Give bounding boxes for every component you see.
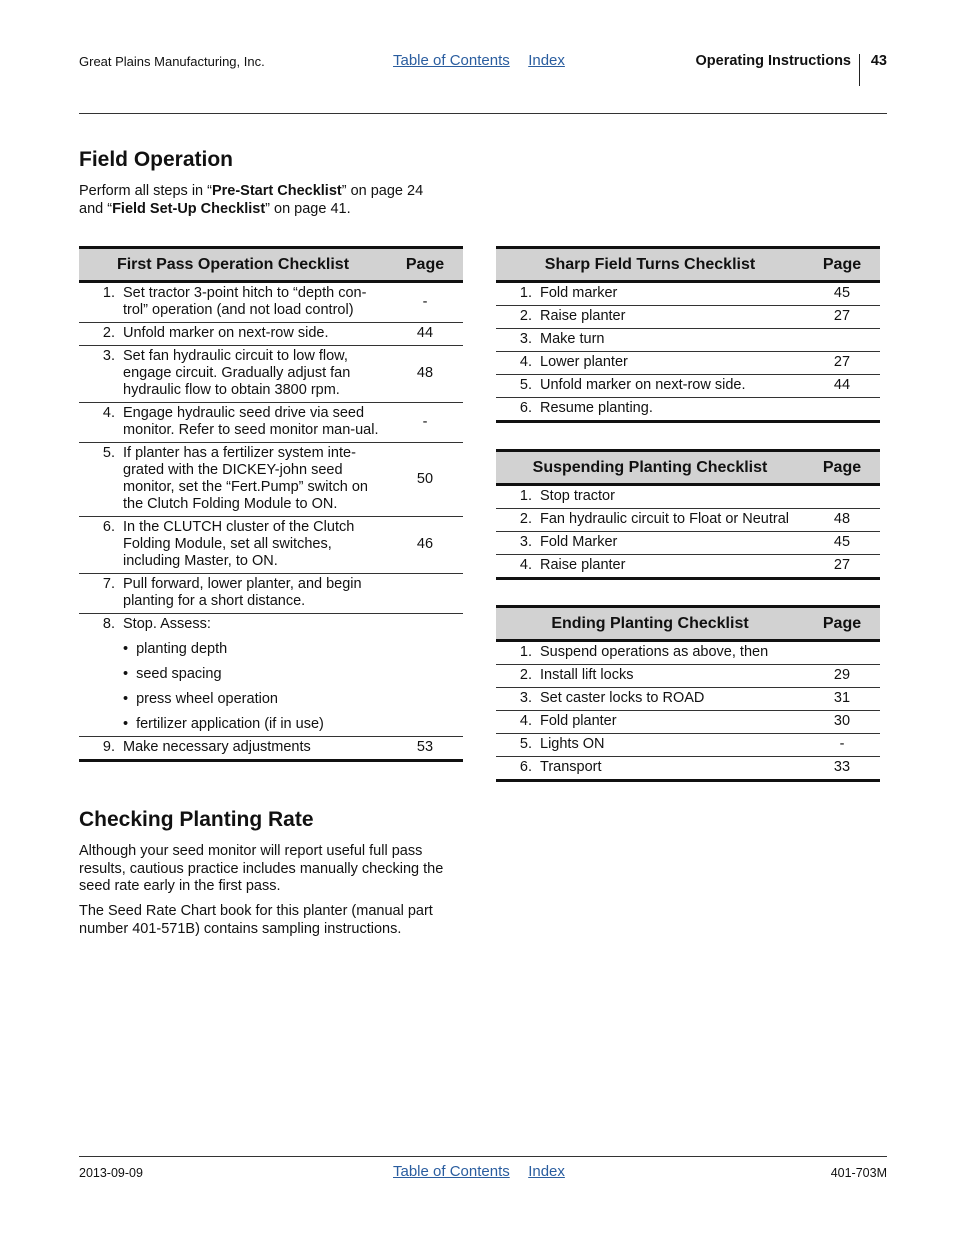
table-row (79, 443, 463, 517)
table-row (496, 375, 880, 398)
field-setup-checklist-ref: Field Set-Up Checklist (112, 200, 266, 217)
step-number: 4. (496, 711, 540, 734)
table-row (79, 323, 463, 346)
table-row (79, 614, 463, 737)
section-name: Operating Instructions (695, 53, 851, 69)
page-reference: 53 (387, 737, 463, 761)
list-item: • press wheel operation (123, 691, 381, 708)
step-number: 6. (79, 517, 123, 574)
table-row (496, 734, 880, 757)
step-text (540, 555, 804, 579)
field-operation-intro (79, 183, 469, 218)
page-reference: 48 (387, 346, 463, 403)
step-text-content: Lower planter (540, 354, 628, 370)
step-text (123, 443, 387, 517)
first-pass-checklist-table (79, 246, 463, 762)
step-text-content: If planter has a fertilizer system inte-grated with the DICKEY-john seed monitor, set the “Fert.Pump” switch on the Clutch Folding Module to ON. (123, 445, 368, 512)
step-text (540, 711, 804, 734)
table-row (496, 711, 880, 734)
step-text-content: Install lift locks (540, 667, 634, 683)
table-row (496, 641, 880, 665)
step-text-content: Stop. Assess: (123, 616, 211, 632)
step-text (540, 306, 804, 329)
table-row (79, 403, 463, 443)
step-text-content: Unfold marker on next-row side. (540, 377, 746, 393)
list-item: • seed spacing (123, 666, 381, 683)
step-number: 3. (79, 346, 123, 403)
company-name: Great Plains Manufacturing, Inc. (79, 54, 265, 69)
page-reference: 30 (804, 711, 880, 734)
table-title: Suspending Planting Checklist (496, 451, 804, 485)
header-toc-link[interactable]: Table of Contents (393, 52, 510, 69)
step-text (540, 532, 804, 555)
step-number: 7. (79, 574, 123, 614)
step-text-content: Make necessary adjustments (123, 739, 311, 755)
page-reference: 44 (387, 323, 463, 346)
header-links (393, 52, 579, 70)
list-item: • fertilizer application (if in use) (123, 716, 381, 733)
step-text (123, 282, 387, 323)
step-number: 1. (79, 282, 123, 323)
table-row (496, 329, 880, 352)
page-reference: - (387, 403, 463, 443)
checking-rate-paragraph-1: Although your seed monitor will report useful full pass results, cautious practice includes manually checking the seed rate early in the first pass. (79, 843, 444, 894)
assessment-list (123, 641, 381, 733)
step-text (540, 688, 804, 711)
table-row (496, 688, 880, 711)
step-number: 2. (496, 509, 540, 532)
list-item: • planting depth (123, 641, 381, 658)
table-row (79, 737, 463, 761)
step-text-content: Make turn (540, 331, 605, 347)
page-column-header: Page (804, 607, 880, 641)
checking-rate-paragraph-2: The Seed Rate Chart book for this planter (manual part number 401-571B) contains sampling instructions. (79, 903, 433, 937)
table-row (496, 555, 880, 579)
table-title: First Pass Operation Checklist (79, 248, 387, 282)
step-text (540, 509, 804, 532)
footer-links (393, 1163, 579, 1181)
step-number: 2. (496, 306, 540, 329)
step-text-content: Fold marker (540, 285, 618, 301)
step-text-content: Pull forward, lower planter, and begin planting for a short distance. (123, 576, 362, 609)
step-text-content: Raise planter (540, 557, 626, 573)
step-text (540, 665, 804, 688)
intro-text: and “ (79, 200, 113, 217)
table-row (79, 574, 463, 614)
revision-date: 2013-09-09 (79, 1166, 143, 1180)
step-text-content: Engage hydraulic seed drive via seed monitor. Refer to seed monitor man-ual. (123, 405, 379, 438)
page-footer (79, 1156, 887, 1197)
page-reference: - (387, 282, 463, 323)
step-number: 5. (496, 734, 540, 757)
step-text (540, 485, 804, 509)
step-number: 4. (496, 352, 540, 375)
step-number: 4. (79, 403, 123, 443)
step-text-content: Fan hydraulic circuit to Float or Neutral (540, 511, 790, 527)
step-number: 6. (496, 757, 540, 781)
page-reference: 45 (804, 282, 880, 306)
step-number: 2. (79, 323, 123, 346)
step-text (540, 282, 804, 306)
table-row (496, 282, 880, 306)
page-reference: 29 (804, 665, 880, 688)
page-column-header: Page (387, 248, 463, 282)
step-text (540, 641, 804, 665)
step-text-content: In the CLUTCH cluster of the Clutch Folding Module, set all switches, including Master, to ON. (123, 519, 355, 569)
step-text-content: Set fan hydraulic circuit to low flow, engage circuit. Gradually adjust fan hydraulic flow to obtain 3800 rpm. (123, 348, 351, 398)
intro-text: Perform all steps in “ (79, 183, 212, 199)
step-text (540, 329, 804, 352)
step-text-content: Unfold marker on next-row side. (123, 325, 329, 341)
table-row (496, 485, 880, 509)
step-text (540, 352, 804, 375)
step-number: 3. (496, 688, 540, 711)
page-reference (387, 614, 463, 737)
footer-index-link[interactable]: Index (528, 1163, 565, 1180)
table-row (496, 665, 880, 688)
table-row (496, 306, 880, 329)
footer-toc-link[interactable]: Table of Contents (393, 1163, 510, 1180)
step-text (123, 403, 387, 443)
page-reference (387, 574, 463, 614)
step-text-content: Transport (540, 759, 602, 775)
step-number: 1. (496, 485, 540, 509)
page-reference (804, 641, 880, 665)
pre-start-checklist-ref: Pre-Start Checklist (211, 183, 342, 199)
step-text-content: Stop tractor (540, 488, 615, 504)
step-text (123, 346, 387, 403)
step-number: 1. (496, 641, 540, 665)
table-title: Sharp Field Turns Checklist (496, 248, 804, 282)
field-operation-heading: Field Operation (79, 148, 234, 171)
step-text-content: Lights ON (540, 736, 605, 752)
step-number: 3. (496, 532, 540, 555)
ending-checklist-table (496, 605, 880, 782)
table-row (496, 757, 880, 781)
page-reference (804, 485, 880, 509)
page-reference (804, 398, 880, 422)
step-text (540, 734, 804, 757)
page-reference: 44 (804, 375, 880, 398)
manual-number: 401-703M (830, 1166, 887, 1180)
step-number: 1. (496, 282, 540, 306)
step-text (540, 757, 804, 781)
table-row (79, 346, 463, 403)
table-row (496, 398, 880, 422)
step-number: 3. (496, 329, 540, 352)
table-row (496, 352, 880, 375)
page-reference: 33 (804, 757, 880, 781)
page-column-header: Page (804, 248, 880, 282)
page-reference: 50 (387, 443, 463, 517)
page-reference: 31 (804, 688, 880, 711)
step-text (123, 614, 387, 737)
step-number: 9. (79, 737, 123, 761)
step-number: 2. (496, 665, 540, 688)
page-reference: 27 (804, 306, 880, 329)
step-text (123, 517, 387, 574)
step-text-content: Suspend operations as above, then (540, 644, 769, 660)
suspending-checklist-table (496, 449, 880, 580)
step-text-content: Set tractor 3-point hitch to “depth con-trol” operation (and not load control) (123, 285, 367, 318)
header-divider (859, 54, 860, 86)
page-number: 43 (870, 53, 887, 69)
step-text (540, 375, 804, 398)
page-reference: 27 (804, 555, 880, 579)
step-number: 6. (496, 398, 540, 422)
page-column-header: Page (804, 451, 880, 485)
table-row (79, 517, 463, 574)
step-text (123, 323, 387, 346)
step-number: 5. (79, 443, 123, 517)
page-reference: 48 (804, 509, 880, 532)
step-number: 5. (496, 375, 540, 398)
step-number: 4. (496, 555, 540, 579)
intro-text: ” on page 41. (265, 200, 351, 217)
step-text (540, 398, 804, 422)
table-title: Ending Planting Checklist (496, 607, 804, 641)
page-reference: - (804, 734, 880, 757)
intro-text: ” on page 24 (341, 183, 424, 199)
checking-planting-rate-heading: Checking Planting Rate (79, 808, 314, 831)
step-text-content: Raise planter (540, 308, 626, 324)
step-text-content: Fold Marker (540, 534, 618, 550)
step-text-content: Set caster locks to ROAD (540, 690, 705, 706)
table-row (79, 282, 463, 323)
step-text-content: Resume planting. (540, 400, 653, 416)
step-text (123, 574, 387, 614)
sharp-turns-checklist-table (496, 246, 880, 423)
step-text-content: Fold planter (540, 713, 617, 729)
page-reference (804, 329, 880, 352)
page-reference: 27 (804, 352, 880, 375)
table-row (496, 532, 880, 555)
header-index-link[interactable]: Index (528, 52, 565, 69)
page-reference: 45 (804, 532, 880, 555)
step-number: 8. (79, 614, 123, 737)
table-row (496, 509, 880, 532)
page-header (79, 0, 887, 114)
page-reference: 46 (387, 517, 463, 574)
step-text (123, 737, 387, 761)
